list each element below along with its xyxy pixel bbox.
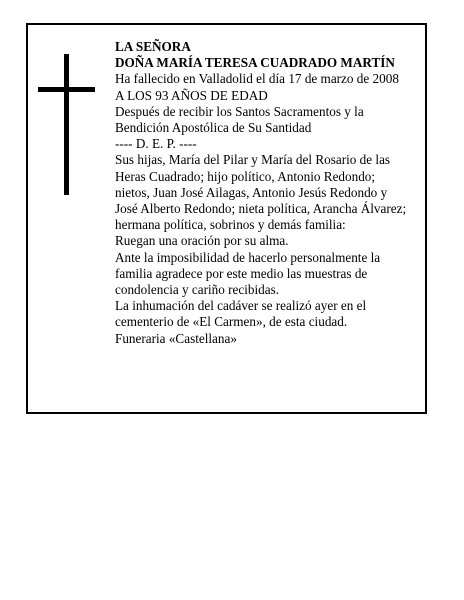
gratitude-line: familia agradece por este medio las muestras de <box>115 265 368 281</box>
cross-vertical-bar <box>64 54 69 195</box>
burial-line: La inhumación del cadáver se realizó ayer en el <box>115 298 367 314</box>
deceased-name: DOÑA MARÍA TERESA CUADRADO MARTÍN <box>115 55 395 71</box>
family-line: Heras Cuadrado; hijo político, Antonio Redondo; <box>115 168 376 184</box>
family-line: hermana política, sobrinos y demás familia: <box>115 217 346 233</box>
obituary-text <box>115 39 420 347</box>
sacraments-line-2: Bendición Apostólica de Su Santidad <box>115 120 312 136</box>
gratitude-line: condolencia y cariño recibidas. <box>115 282 280 298</box>
burial-line: cementerio de «El Carmen», de esta ciudad. <box>115 314 348 330</box>
death-statement: Ha fallecido en Valladolid el día 17 de marzo de 2008 <box>115 71 399 87</box>
dep-line: ---- D. E. P. ---- <box>115 136 197 152</box>
family-line: Sus hijas, María del Pilar y María del Rosario de las <box>115 152 391 168</box>
age-line: A LOS 93 AÑOS DE EDAD <box>115 87 268 103</box>
funeral-home: Funeraria «Castellana» <box>115 330 237 346</box>
gratitude-line: Ante la imposibilidad de hacerlo personalmente la <box>115 249 381 265</box>
family-line: nietos, Juan José Ailagas, Antonio Jesús Redondo y <box>115 184 388 200</box>
family-line: José Alberto Redondo; nieta política, Arancha Álvarez; <box>115 201 407 217</box>
sacraments-line-1: Después de recibir los Santos Sacramentos y la <box>115 103 364 119</box>
title-line: LA SEÑORA <box>115 39 191 54</box>
prayer-request: Ruegan una oración por su alma. <box>115 233 289 249</box>
cross-horizontal-bar <box>38 87 95 92</box>
